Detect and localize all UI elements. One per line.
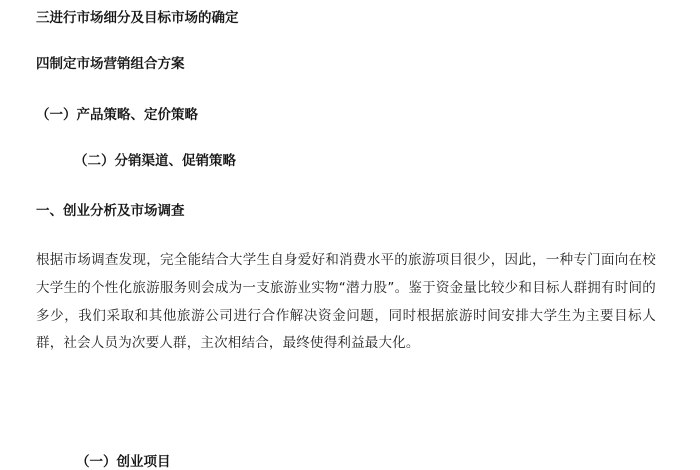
paragraph-gap xyxy=(36,28,656,54)
document-body xyxy=(36,8,656,358)
heading-startup-analysis: 一、创业分析及市场调查 xyxy=(36,203,185,219)
heading-marketing-mix: 四制定市场营销组合方案 xyxy=(36,56,185,73)
heading-product-pricing-strategy: （一）产品策略、定价策略 xyxy=(36,106,198,123)
paragraph-gap xyxy=(36,221,656,247)
footer-heading-startup-project: （一）创业项目 xyxy=(76,454,171,470)
body-paragraph: 根据市场调查发现，完全能结合大学生自身爱好和消费水平的旅游项目很少，因此，一种专门面向在校大学生的个性化旅游服务则会成为一支旅游业实物“潜力股”。鉴于资金量比较少和目标人群拥有时间的多少，我们采取和其他旅游公司进行合作解决资金问题，同时根据旅游时间安排大学生为主要目标人群，社会人员为次要人群，主次相结合，最终使得利益最大化。 xyxy=(36,252,656,352)
paragraph-gap xyxy=(36,75,656,105)
heading-market-segmentation: 三进行市场细分及目标市场的确定 xyxy=(36,10,239,26)
paragraph-gap xyxy=(36,171,656,201)
heading-distribution-promotion-strategy: （二）分销渠道、促销策略 xyxy=(74,152,236,169)
footer-heading-clipped xyxy=(0,452,700,470)
paragraph-gap xyxy=(36,125,656,151)
